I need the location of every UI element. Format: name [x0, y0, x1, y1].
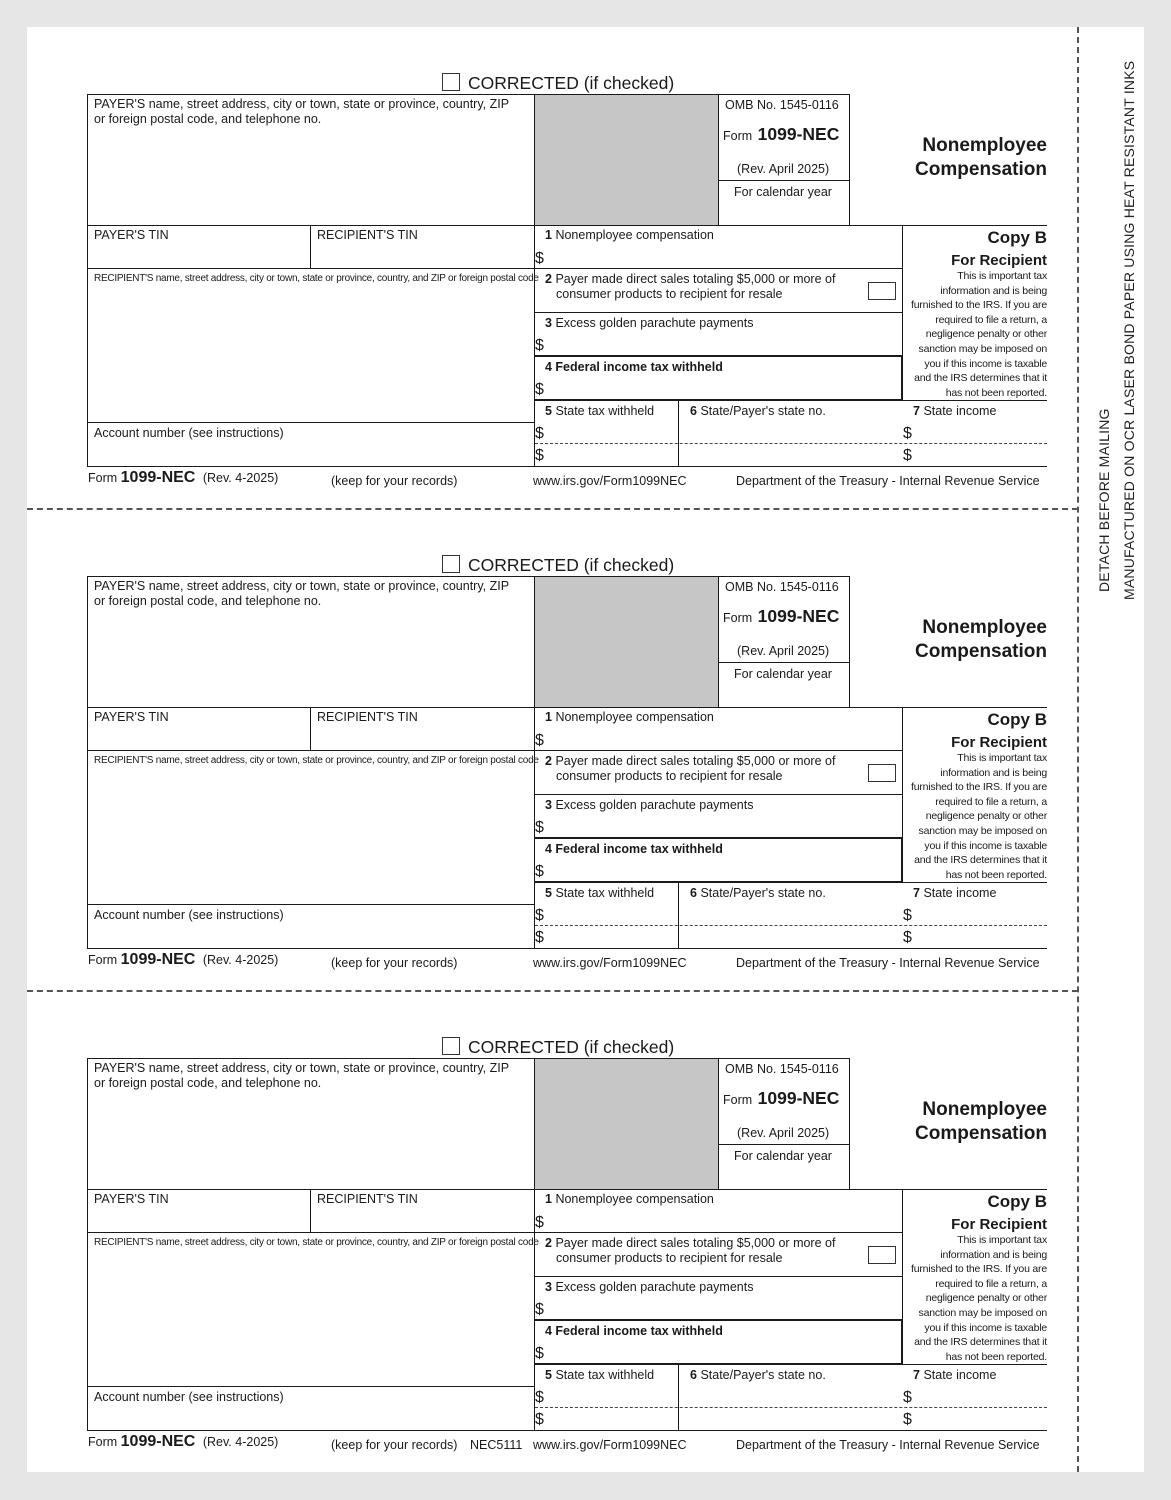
footer-url: www.irs.gov/Form1099NEC: [533, 1438, 687, 1452]
box4-label: 4 Federal income tax withheld: [545, 842, 723, 856]
corrected-label: CORRECTED (if checked): [468, 73, 675, 93]
box7-dollar-1: $: [903, 907, 912, 924]
notice-line: and the IRS determines that it: [914, 1336, 1047, 1349]
form-title: Nonemployee Compensation: [915, 617, 1047, 662]
box7-label: 7 State income: [913, 404, 997, 418]
notice-line: negligence penalty or other: [925, 1292, 1047, 1305]
footer-keep: (keep for your records): [331, 474, 458, 488]
box3-dollar: $: [535, 1301, 544, 1318]
notice-line: furnished to the IRS. If you are: [910, 781, 1047, 794]
box2-checkbox[interactable]: [868, 282, 896, 300]
box1-dollar: $: [535, 250, 544, 267]
shaded-area: [535, 1059, 718, 1189]
omb-number: OMB No. 1545-0116: [725, 1062, 839, 1076]
notice-line: sanction may be imposed on: [918, 824, 1047, 837]
box2-label: 2 Payer made direct sales totaling $5,000 or more of consumer products to recipient for resale: [545, 754, 836, 783]
notice-line: you if this income is taxable: [924, 839, 1047, 852]
box7-dollar-1: $: [903, 1389, 912, 1406]
shaded-area: [535, 577, 718, 707]
form-id: Form 1099-NEC: [723, 606, 840, 626]
account-number-label: Account number (see instructions): [94, 426, 284, 440]
footer-url: www.irs.gov/Form1099NEC: [533, 956, 687, 970]
box2-checkbox[interactable]: [868, 764, 896, 782]
footer-department: Department of the Treasury - Internal Revenue Service: [736, 1438, 1040, 1452]
recipient-notice: [903, 1233, 1047, 1364]
box1-label: 1 Nonemployee compensation: [545, 228, 714, 242]
notice-line: you if this income is taxable: [924, 357, 1047, 370]
copy-1: [0, 0, 1171, 488]
box5-dollar-2: $: [535, 929, 544, 946]
box1-label: 1 Nonemployee compensation: [545, 710, 714, 724]
rev-date: (Rev. April 2025): [737, 1126, 830, 1140]
box4-label: 4 Federal income tax withheld: [545, 360, 723, 374]
box5-label: 5 State tax withheld: [545, 886, 655, 900]
form-id: Form 1099-NEC: [723, 124, 840, 144]
omb-number: OMB No. 1545-0116: [725, 98, 839, 112]
recipient-name-label: RECIPIENT'S name, street address, city or town, state or province, country, and ZIP or foreign postal code: [94, 273, 539, 284]
box3-dollar: $: [535, 819, 544, 836]
form-title: Nonemployee Compensation: [915, 1099, 1047, 1144]
for-recipient: For Recipient: [951, 734, 1047, 751]
form-title: Nonemployee Compensation: [915, 135, 1047, 180]
notice-line: required to file a return, a: [935, 1277, 1047, 1290]
corrected-checkbox[interactable]: [442, 555, 460, 573]
notice-line: furnished to the IRS. If you are: [910, 1263, 1047, 1276]
notice-line: negligence penalty or other: [925, 810, 1047, 823]
footer-keep: (keep for your records): [331, 956, 458, 970]
corrected-label: CORRECTED (if checked): [468, 555, 675, 575]
rev-date: (Rev. April 2025): [737, 644, 830, 658]
box6-label: 6 State/Payer's state no.: [690, 404, 826, 418]
payer-name-label: PAYER'S name, street address, city or town, state or province, country, ZIP or foreign postal code, and telephone no.: [94, 579, 510, 608]
rev-date: (Rev. April 2025): [737, 162, 830, 176]
recipient-tin-label: RECIPIENT'S TIN: [317, 710, 418, 724]
calendar-year-label: For calendar year: [734, 1149, 832, 1163]
payer-name-label: PAYER'S name, street address, city or town, state or province, country, ZIP or foreign postal code, and telephone no.: [94, 1061, 510, 1090]
copy-title: Copy B: [987, 228, 1047, 247]
side-text-line1: DETACH BEFORE MAILING: [1096, 408, 1112, 592]
copy-3: [0, 964, 1171, 1452]
box4-dollar: $: [535, 1345, 544, 1362]
recipient-tin-label: RECIPIENT'S TIN: [317, 1192, 418, 1206]
payer-tin-label: PAYER'S TIN: [94, 228, 169, 242]
notice-line: furnished to the IRS. If you are: [910, 299, 1047, 312]
box3-label: 3 Excess golden parachute payments: [545, 316, 754, 330]
footer-form-id: Form 1099-NEC (Rev. 4-2025): [88, 1433, 279, 1450]
box3-label: 3 Excess golden parachute payments: [545, 1280, 754, 1294]
account-number-label: Account number (see instructions): [94, 908, 284, 922]
copy-2: [0, 482, 1171, 970]
box5-dollar-2: $: [535, 1411, 544, 1428]
notice-line: and the IRS determines that it: [914, 372, 1047, 385]
copy-title: Copy B: [987, 710, 1047, 729]
for-recipient: For Recipient: [951, 1216, 1047, 1233]
recipient-notice: [903, 269, 1047, 400]
notice-line: has not been reported.: [945, 1350, 1047, 1363]
box5-dollar-1: $: [535, 425, 544, 442]
box5-label: 5 State tax withheld: [545, 404, 655, 418]
box3-label: 3 Excess golden parachute payments: [545, 798, 754, 812]
box7-label: 7 State income: [913, 886, 997, 900]
box2-checkbox[interactable]: [868, 1246, 896, 1264]
box6-label: 6 State/Payer's state no.: [690, 886, 826, 900]
recipient-name-label: RECIPIENT'S name, street address, city or town, state or province, country, and ZIP or foreign postal code: [94, 755, 539, 766]
omb-number: OMB No. 1545-0116: [725, 580, 839, 594]
notice-line: has not been reported.: [945, 386, 1047, 399]
corrected-checkbox[interactable]: [442, 73, 460, 91]
box5-dollar-1: $: [535, 907, 544, 924]
footer-form-id: Form 1099-NEC (Rev. 4-2025): [88, 469, 279, 486]
payer-name-label: PAYER'S name, street address, city or town, state or province, country, ZIP or foreign postal code, and telephone no.: [94, 97, 510, 126]
notice-line: has not been reported.: [945, 868, 1047, 881]
box7-dollar-1: $: [903, 425, 912, 442]
box5-dollar-2: $: [535, 447, 544, 464]
shaded-area: [535, 95, 718, 225]
notice-line: This is important tax: [957, 270, 1047, 282]
notice-line: negligence penalty or other: [925, 328, 1047, 341]
corrected-checkbox[interactable]: [442, 1037, 460, 1055]
for-recipient: For Recipient: [951, 252, 1047, 269]
corrected-label: CORRECTED (if checked): [468, 1037, 675, 1057]
notice-line: sanction may be imposed on: [918, 1306, 1047, 1319]
box4-dollar: $: [535, 381, 544, 398]
calendar-year-label: For calendar year: [734, 667, 832, 681]
box5-dollar-1: $: [535, 1389, 544, 1406]
notice-line: This is important tax: [957, 752, 1047, 764]
notice-line: required to file a return, a: [935, 795, 1047, 808]
footer-department: Department of the Treasury - Internal Revenue Service: [736, 956, 1040, 970]
box7-dollar-2: $: [903, 447, 912, 464]
payer-tin-label: PAYER'S TIN: [94, 1192, 169, 1206]
payer-tin-label: PAYER'S TIN: [94, 710, 169, 724]
box4-dollar: $: [535, 863, 544, 880]
box3-dollar: $: [535, 337, 544, 354]
box1-dollar: $: [535, 732, 544, 749]
box2-label: 2 Payer made direct sales totaling $5,000 or more of consumer products to recipient for resale: [545, 272, 836, 301]
box6-label: 6 State/Payer's state no.: [690, 1368, 826, 1382]
notice-line: sanction may be imposed on: [918, 342, 1047, 355]
notice-line: required to file a return, a: [935, 313, 1047, 326]
notice-line: This is important tax: [957, 1234, 1047, 1246]
footer-code: NEC5111: [470, 1438, 523, 1452]
box7-dollar-2: $: [903, 929, 912, 946]
box4-label: 4 Federal income tax withheld: [545, 1324, 723, 1338]
notice-line: and the IRS determines that it: [914, 854, 1047, 867]
box1-label: 1 Nonemployee compensation: [545, 1192, 714, 1206]
box7-label: 7 State income: [913, 1368, 997, 1382]
box1-dollar: $: [535, 1214, 544, 1231]
account-number-label: Account number (see instructions): [94, 1390, 284, 1404]
notice-line: information and is being: [940, 284, 1047, 297]
footer-form-id: Form 1099-NEC (Rev. 4-2025): [88, 951, 279, 968]
notice-line: information and is being: [940, 1248, 1047, 1261]
box2-label: 2 Payer made direct sales totaling $5,000 or more of consumer products to recipient for resale: [545, 1236, 836, 1265]
notice-line: you if this income is taxable: [924, 1321, 1047, 1334]
box7-dollar-2: $: [903, 1411, 912, 1428]
notice-line: information and is being: [940, 766, 1047, 779]
calendar-year-label: For calendar year: [734, 185, 832, 199]
recipient-name-label: RECIPIENT'S name, street address, city or town, state or province, country, and ZIP or foreign postal code: [94, 1237, 539, 1248]
form-id: Form 1099-NEC: [723, 1088, 840, 1108]
recipient-tin-label: RECIPIENT'S TIN: [317, 228, 418, 242]
side-text-line2: MANUFACTURED ON OCR LASER BOND PAPER USING HEAT RESISTANT INKS: [1121, 60, 1137, 600]
copy-title: Copy B: [987, 1192, 1047, 1211]
box5-label: 5 State tax withheld: [545, 1368, 655, 1382]
footer-department: Department of the Treasury - Internal Revenue Service: [736, 474, 1040, 488]
footer-url: www.irs.gov/Form1099NEC: [533, 474, 687, 488]
recipient-notice: [903, 751, 1047, 882]
footer-keep: (keep for your records): [331, 1438, 458, 1452]
